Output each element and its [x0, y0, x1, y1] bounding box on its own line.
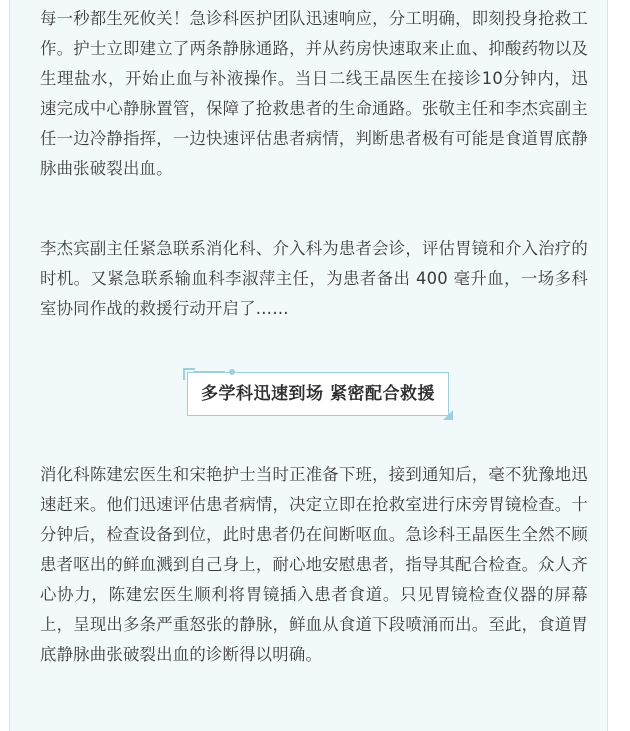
section-heading-decoration [183, 364, 453, 420]
article-paragraph-3: 消化科陈建宏医生和宋艳护士当时正准备下班，接到通知后，毫不犹豫地迅速赶来。他们迅速评估患者病情，决定立即在抢救室进行床旁胃镜检查。十分钟后，检查设备到位，此时患者仍在间断呕血。急诊科王晶医生全然不顾患者呕出的鲜血溅到自己身上，耐心地安慰患者，指导其配合检查。众人齐心协力，陈建宏医生顺利将胃镜插入患者食道。只见胃镜检查仪器的屏幕上，呈现出多条严重怒张的静脉，鲜血从食道下段喷涌而出。至此，食道胃底静脉曲张破裂出血的诊断得以明确。 [40, 465, 588, 664]
section-heading: 多学科迅速到场 紧密配合救援 [201, 384, 435, 404]
article-paragraph-2: 李杰宾副主任紧急联系消化科、介入科为患者会诊，评估胃镜和介入治疗的时机。又紧急联系输血科李淑萍主任，为患者备出 400 毫升血，一场多科室协同作战的救援行动开启了…… [40, 239, 588, 318]
article-frame [9, 0, 608, 731]
article-paragraph-1: 每一秒都生死攸关！急诊科医护团队迅速响应，分工明确，即刻投身抢救工作。护士立即建立了两条静脉通路，并从药房快速取来止血、抑酸药物以及生理盐水，开始止血与补液操作。当日二线王晶医生在接诊10分钟内，迅速完成中心静脉置管，保障了抢救患者的生命通路。张敬主任和李杰宾副主任一边冷静指挥，一边快速评估患者病情，判断患者极有可能是食道胃底静脉曲张破裂出血。 [40, 9, 588, 178]
